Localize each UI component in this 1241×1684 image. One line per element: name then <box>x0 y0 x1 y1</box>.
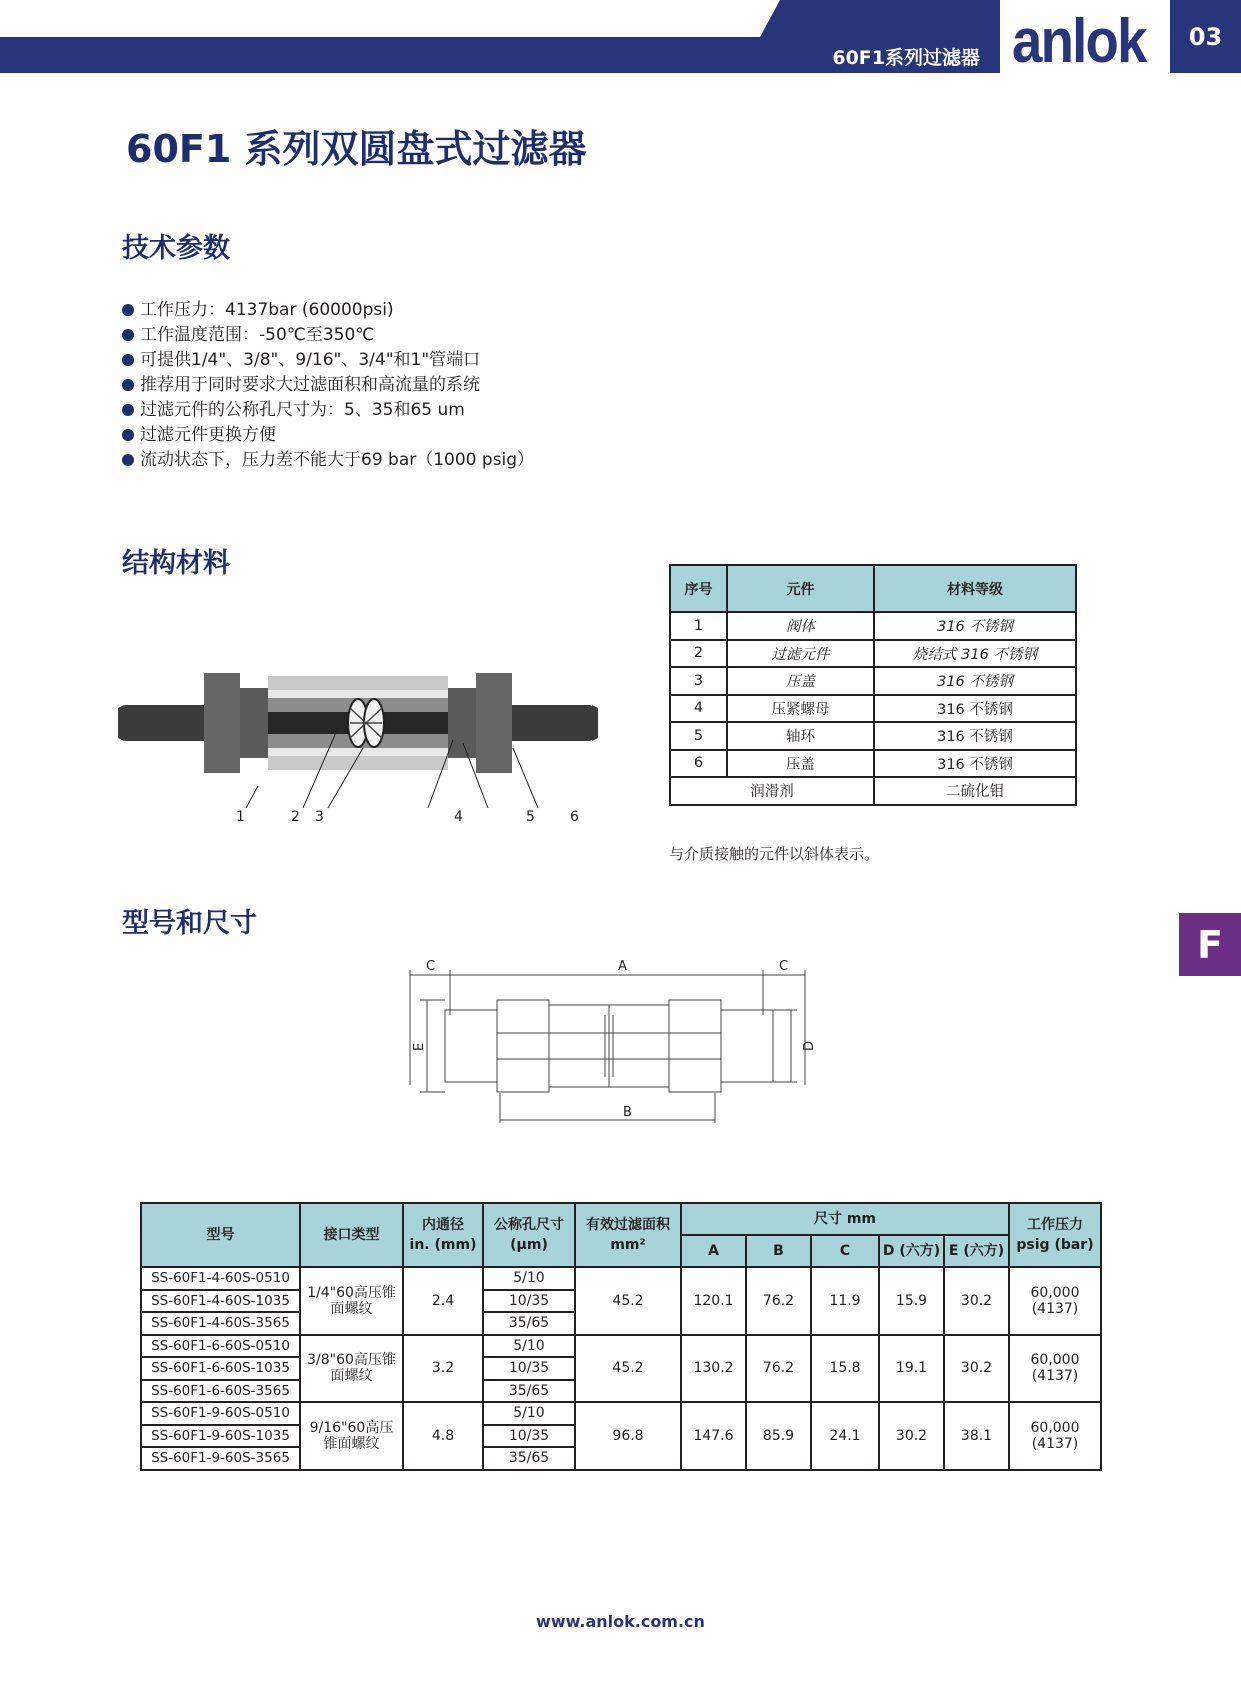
mat-cell-material: 烧结式 316 不锈钢 <box>874 640 1076 668</box>
page-title: 60F1 系列双圆盘式过滤器 <box>126 127 587 171</box>
table-row <box>141 1267 1101 1290</box>
dim-value: 19.1 <box>879 1335 944 1403</box>
mdl-header-pressure-l1: 工作压力 <box>1027 1217 1083 1233</box>
model-number: SS-60F1-6-60S-0510 <box>141 1335 300 1358</box>
model-number: SS-60F1-4-60S-3565 <box>141 1312 300 1335</box>
connection-type <box>300 1267 403 1335</box>
mat-cell-lubricant: 润滑剂 <box>670 777 874 805</box>
spec-item <box>122 373 822 398</box>
working-pressure: 60,000 (4137) <box>1009 1267 1101 1335</box>
connection-type <box>300 1402 403 1470</box>
connection-type-line: 1/4"60高压锥 <box>307 1284 396 1301</box>
bullet-dot-icon <box>122 329 134 341</box>
dim-label-d: D <box>802 1040 817 1051</box>
connection-type-line: 3/8"60高压锥 <box>307 1352 396 1369</box>
dim-label-a: A <box>618 959 627 974</box>
header-series-label: 60F1系列过滤器 <box>832 47 980 69</box>
dim-value: 30.2 <box>879 1402 944 1470</box>
mat-cell-part: 阀体 <box>727 612 874 640</box>
mdl-header-area-l2: mm² <box>610 1237 646 1253</box>
bore-value: 3.2 <box>403 1335 483 1403</box>
mat-cell-no: 6 <box>670 750 727 778</box>
mat-cell-part: 过滤元件 <box>727 640 874 668</box>
mat-cell-part: 压盖 <box>727 750 874 778</box>
materials-table <box>669 564 1077 806</box>
footer-url: www.anlok.com.cn <box>536 1612 705 1631</box>
mdl-header-bore <box>403 1203 483 1267</box>
table-row <box>670 777 1076 805</box>
dim-value: 120.1 <box>681 1267 746 1335</box>
cross-section-drawing <box>118 668 598 828</box>
mdl-header-pressure <box>1009 1203 1101 1267</box>
spec-item <box>122 298 822 323</box>
table-row <box>670 640 1076 668</box>
dim-value: 24.1 <box>811 1402 879 1470</box>
spec-text: 过滤元件更换方便 <box>140 425 276 445</box>
callout-2: 2 <box>291 809 300 825</box>
mat-cell-no: 4 <box>670 695 727 723</box>
mat-header-no: 序号 <box>670 565 727 612</box>
mdl-header-dim-d: D (六方) <box>879 1235 944 1267</box>
mat-cell-material: 316 不锈钢 <box>874 695 1076 723</box>
bullet-dot-icon <box>122 354 134 366</box>
mdl-header-pore <box>483 1203 575 1267</box>
spec-text: 流动状态下，压力差不能大于69 bar（1000 psig） <box>140 450 535 470</box>
bullet-dot-icon <box>122 454 134 466</box>
dim-value: 15.8 <box>811 1335 879 1403</box>
connection-type-line: 面螺纹 <box>330 1300 373 1317</box>
pore-size: 10/35 <box>483 1425 575 1448</box>
mat-cell-no: 1 <box>670 612 727 640</box>
dim-value: 76.2 <box>746 1335 811 1403</box>
mdl-header-dims: 尺寸 mm <box>681 1203 1009 1235</box>
spec-text: 推荐用于同时要求大过滤面积和高流量的系统 <box>140 375 480 395</box>
bullet-dot-icon <box>122 379 134 391</box>
filter-area: 45.2 <box>575 1267 681 1335</box>
pore-size: 5/10 <box>483 1335 575 1358</box>
section-title-model: 型号和尺寸 <box>122 908 257 939</box>
bore-value: 2.4 <box>403 1267 483 1335</box>
page-number: 03 <box>1170 0 1241 73</box>
mat-header-part: 元件 <box>727 565 874 612</box>
pore-size: 35/65 <box>483 1380 575 1403</box>
mdl-header-dim-b: B <box>746 1235 811 1267</box>
section-title-tech: 技术参数 <box>122 233 230 264</box>
section-title-structure: 结构材料 <box>122 548 230 579</box>
mat-cell-material: 316 不锈钢 <box>874 612 1076 640</box>
dim-value: 30.2 <box>944 1267 1009 1335</box>
table-row <box>670 695 1076 723</box>
dim-value: 11.9 <box>811 1267 879 1335</box>
spec-list <box>122 298 822 473</box>
dim-value: 15.9 <box>879 1267 944 1335</box>
mdl-header-area-l1: 有效过滤面积 <box>586 1217 670 1233</box>
model-number: SS-60F1-9-60S-0510 <box>141 1402 300 1425</box>
spec-item <box>122 323 822 348</box>
filter-area: 96.8 <box>575 1402 681 1470</box>
mat-cell-material: 316 不锈钢 <box>874 722 1076 750</box>
callout-5: 5 <box>526 809 535 825</box>
spec-text: 可提供1/4"、3/8"、9/16"、3/4"和1"管端口 <box>140 350 481 370</box>
spec-item <box>122 423 822 448</box>
table-row <box>670 667 1076 695</box>
table-row <box>141 1335 1101 1358</box>
pore-size: 35/65 <box>483 1447 575 1470</box>
mdl-header-area <box>575 1203 681 1267</box>
working-pressure: 60,000 (4137) <box>1009 1335 1101 1403</box>
mdl-header-dim-c: C <box>811 1235 879 1267</box>
bullet-dot-icon <box>122 429 134 441</box>
mat-cell-no: 3 <box>670 667 727 695</box>
spec-text: 工作温度范围：-50℃至350℃ <box>140 325 375 345</box>
mat-cell-part: 压盖 <box>727 667 874 695</box>
dim-value: 85.9 <box>746 1402 811 1470</box>
connection-type-line: 9/16"60高压 <box>309 1419 394 1436</box>
pore-size: 10/35 <box>483 1357 575 1380</box>
anlok-logo: anlok <box>1012 7 1146 76</box>
table-row <box>670 722 1076 750</box>
pore-size: 10/35 <box>483 1290 575 1313</box>
side-tab-f: F <box>1179 913 1241 976</box>
table-row <box>670 750 1076 778</box>
dim-label-b: B <box>623 1105 632 1120</box>
mat-header-material: 材料等级 <box>874 565 1076 612</box>
dim-label-c-left: C <box>426 959 436 974</box>
bullet-dot-icon <box>122 304 134 316</box>
mat-cell-no: 5 <box>670 722 727 750</box>
model-dimensions-table <box>140 1202 1102 1471</box>
mdl-header-bore-l1: 内通径 <box>422 1217 464 1233</box>
model-number: SS-60F1-4-60S-1035 <box>141 1290 300 1313</box>
dimension-drawing <box>405 955 845 1125</box>
spec-text: 工作压力：4137bar (60000psi) <box>140 300 394 320</box>
model-number: SS-60F1-4-60S-0510 <box>141 1267 300 1290</box>
connection-type-line: 锥面螺纹 <box>323 1435 380 1452</box>
table-row <box>670 612 1076 640</box>
mdl-header-conn: 接口类型 <box>300 1203 403 1267</box>
mat-cell-part: 压紧螺母 <box>727 695 874 723</box>
dim-value: 76.2 <box>746 1267 811 1335</box>
materials-note: 与介质接触的元件以斜体表示。 <box>669 845 880 863</box>
spec-item <box>122 398 822 423</box>
model-number: SS-60F1-9-60S-1035 <box>141 1425 300 1448</box>
bore-value: 4.8 <box>403 1402 483 1470</box>
filter-area: 45.2 <box>575 1335 681 1403</box>
callout-4: 4 <box>454 809 463 825</box>
dim-value: 147.6 <box>681 1402 746 1470</box>
dim-label-c-right: C <box>779 959 789 974</box>
pore-size: 5/10 <box>483 1267 575 1290</box>
mdl-header-dim-e: E (六方) <box>944 1235 1009 1267</box>
pore-size: 35/65 <box>483 1312 575 1335</box>
connection-type-line: 面螺纹 <box>330 1368 373 1385</box>
connection-type <box>300 1335 403 1403</box>
callout-6: 6 <box>570 809 579 825</box>
mdl-header-pore-l2: (µm) <box>510 1237 548 1253</box>
mdl-header-bore-l2: in. (mm) <box>409 1237 477 1253</box>
mat-cell-lubricant-material: 二硫化钼 <box>874 777 1076 805</box>
callout-3: 3 <box>315 809 324 825</box>
mat-cell-material: 316 不锈钢 <box>874 667 1076 695</box>
spec-item <box>122 448 822 473</box>
model-number: SS-60F1-9-60S-3565 <box>141 1447 300 1470</box>
dim-value: 130.2 <box>681 1335 746 1403</box>
mat-cell-part: 轴环 <box>727 722 874 750</box>
spec-item <box>122 348 822 373</box>
mdl-header-model: 型号 <box>141 1203 300 1267</box>
model-number: SS-60F1-6-60S-3565 <box>141 1380 300 1403</box>
model-number: SS-60F1-6-60S-1035 <box>141 1357 300 1380</box>
mdl-header-pore-l1: 公称孔尺寸 <box>494 1217 564 1233</box>
working-pressure: 60,000 (4137) <box>1009 1402 1101 1470</box>
dim-value: 30.2 <box>944 1335 1009 1403</box>
spec-text: 过滤元件的公称孔尺寸为：5、35和65 um <box>140 400 465 420</box>
bullet-dot-icon <box>122 404 134 416</box>
dim-value: 38.1 <box>944 1402 1009 1470</box>
mdl-header-dim-a: A <box>681 1235 746 1267</box>
mdl-header-pressure-l2: psig (bar) <box>1016 1237 1094 1253</box>
callout-1: 1 <box>236 809 245 825</box>
pore-size: 5/10 <box>483 1402 575 1425</box>
table-row <box>141 1402 1101 1425</box>
mat-cell-no: 2 <box>670 640 727 668</box>
mat-cell-material: 316 不锈钢 <box>874 750 1076 778</box>
dim-label-e: E <box>412 1042 427 1051</box>
